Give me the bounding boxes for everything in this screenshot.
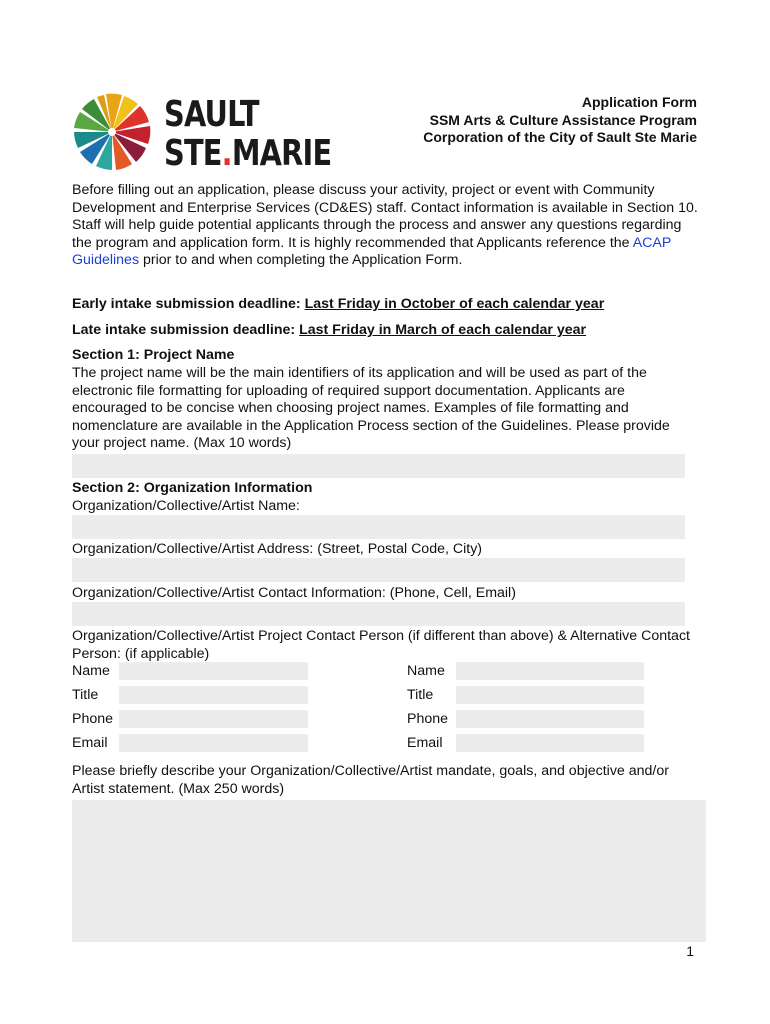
form-header bbox=[423, 94, 697, 147]
alt-contact-email-field[interactable] bbox=[456, 734, 644, 752]
alt-contact-name-field[interactable] bbox=[456, 662, 644, 680]
logo-wordmark-line1: SAULT bbox=[164, 94, 259, 135]
contact-name-field[interactable] bbox=[119, 662, 308, 680]
late-deadline: Late intake submission deadline: Last Friday in March of each calendar year bbox=[72, 322, 587, 338]
alt-contact-phone-field[interactable] bbox=[456, 710, 644, 728]
alt-contact-phone-label: Phone bbox=[407, 711, 449, 727]
logo-wordmark-line2: STE.MARIE bbox=[164, 133, 332, 174]
project-name-field[interactable] bbox=[72, 454, 685, 478]
intro-paragraph: Before filling out an application, please discuss your activity, project or event with Community Development and Enterprise Services (CD&ES) staff. Contact information is available in Section 10. Staff will help guide potential applicants through the process and answer any questions regarding the program and application form. It is highly recommended that Applicants reference the ACAP Guidelines prior to and when completing the Application Form. bbox=[72, 182, 698, 269]
org-address-field[interactable] bbox=[72, 558, 685, 582]
contact-phone-label: Phone bbox=[72, 711, 114, 727]
org-contact-field[interactable] bbox=[72, 602, 685, 626]
org-contact-label: Organization/Collective/Artist Contact Information: (Phone, Cell, Email) bbox=[72, 585, 516, 601]
alt-contact-title-label: Title bbox=[407, 687, 434, 703]
section1-body: The project name will be the main identifiers of its application and will be used as part of the electronic file formatting for uploading of required support documentation. Applicants are encouraged to be concise when choosing project names. Examples of file formatting and nomenclature are available in the Application Process section of the Guidelines. Please provide your project name. (Max 10 words) bbox=[72, 365, 670, 452]
mandate-textarea[interactable] bbox=[72, 800, 706, 942]
org-address-label: Organization/Collective/Artist Address: (Street, Postal Code, City) bbox=[72, 541, 483, 557]
header-program: SSM Arts & Culture Assistance Program bbox=[429, 111, 697, 128]
contact-email-label: Email bbox=[72, 735, 108, 751]
alt-contact-email-label: Email bbox=[407, 735, 443, 751]
early-deadline: Early intake submission deadline: Last Friday in October of each calendar year bbox=[72, 296, 605, 312]
contact-phone-field[interactable] bbox=[119, 710, 308, 728]
page-number: 1 bbox=[686, 943, 694, 959]
mandate-label: Please briefly describe your Organization/Collective/Artist mandate, goals, and objective and/or Artist statement. (Max 250 words) bbox=[72, 763, 669, 797]
contact-email-field[interactable] bbox=[119, 734, 308, 752]
acap-guidelines-link[interactable]: ACAP Guidelines bbox=[72, 234, 672, 269]
org-name-field[interactable] bbox=[72, 515, 685, 539]
contact-name-label: Name bbox=[72, 663, 110, 679]
org-name-label: Organization/Collective/Artist Name: bbox=[72, 498, 300, 514]
contact-title-label: Title bbox=[72, 687, 99, 703]
alt-contact-title-field[interactable] bbox=[456, 686, 644, 704]
contact-person-label: Organization/Collective/Artist Project Contact Person (if different than above) & Alternative Contact Person: (if applicable) bbox=[72, 628, 690, 662]
contact-title-field[interactable] bbox=[119, 686, 308, 704]
header-title: Application Form bbox=[581, 94, 697, 110]
header-corporation: Corporation of the City of Sault Ste Marie bbox=[423, 129, 697, 145]
section2-title: Section 2: Organization Information bbox=[72, 480, 313, 496]
section1-title: Section 1: Project Name bbox=[72, 347, 235, 363]
alt-contact-name-label: Name bbox=[407, 663, 445, 679]
